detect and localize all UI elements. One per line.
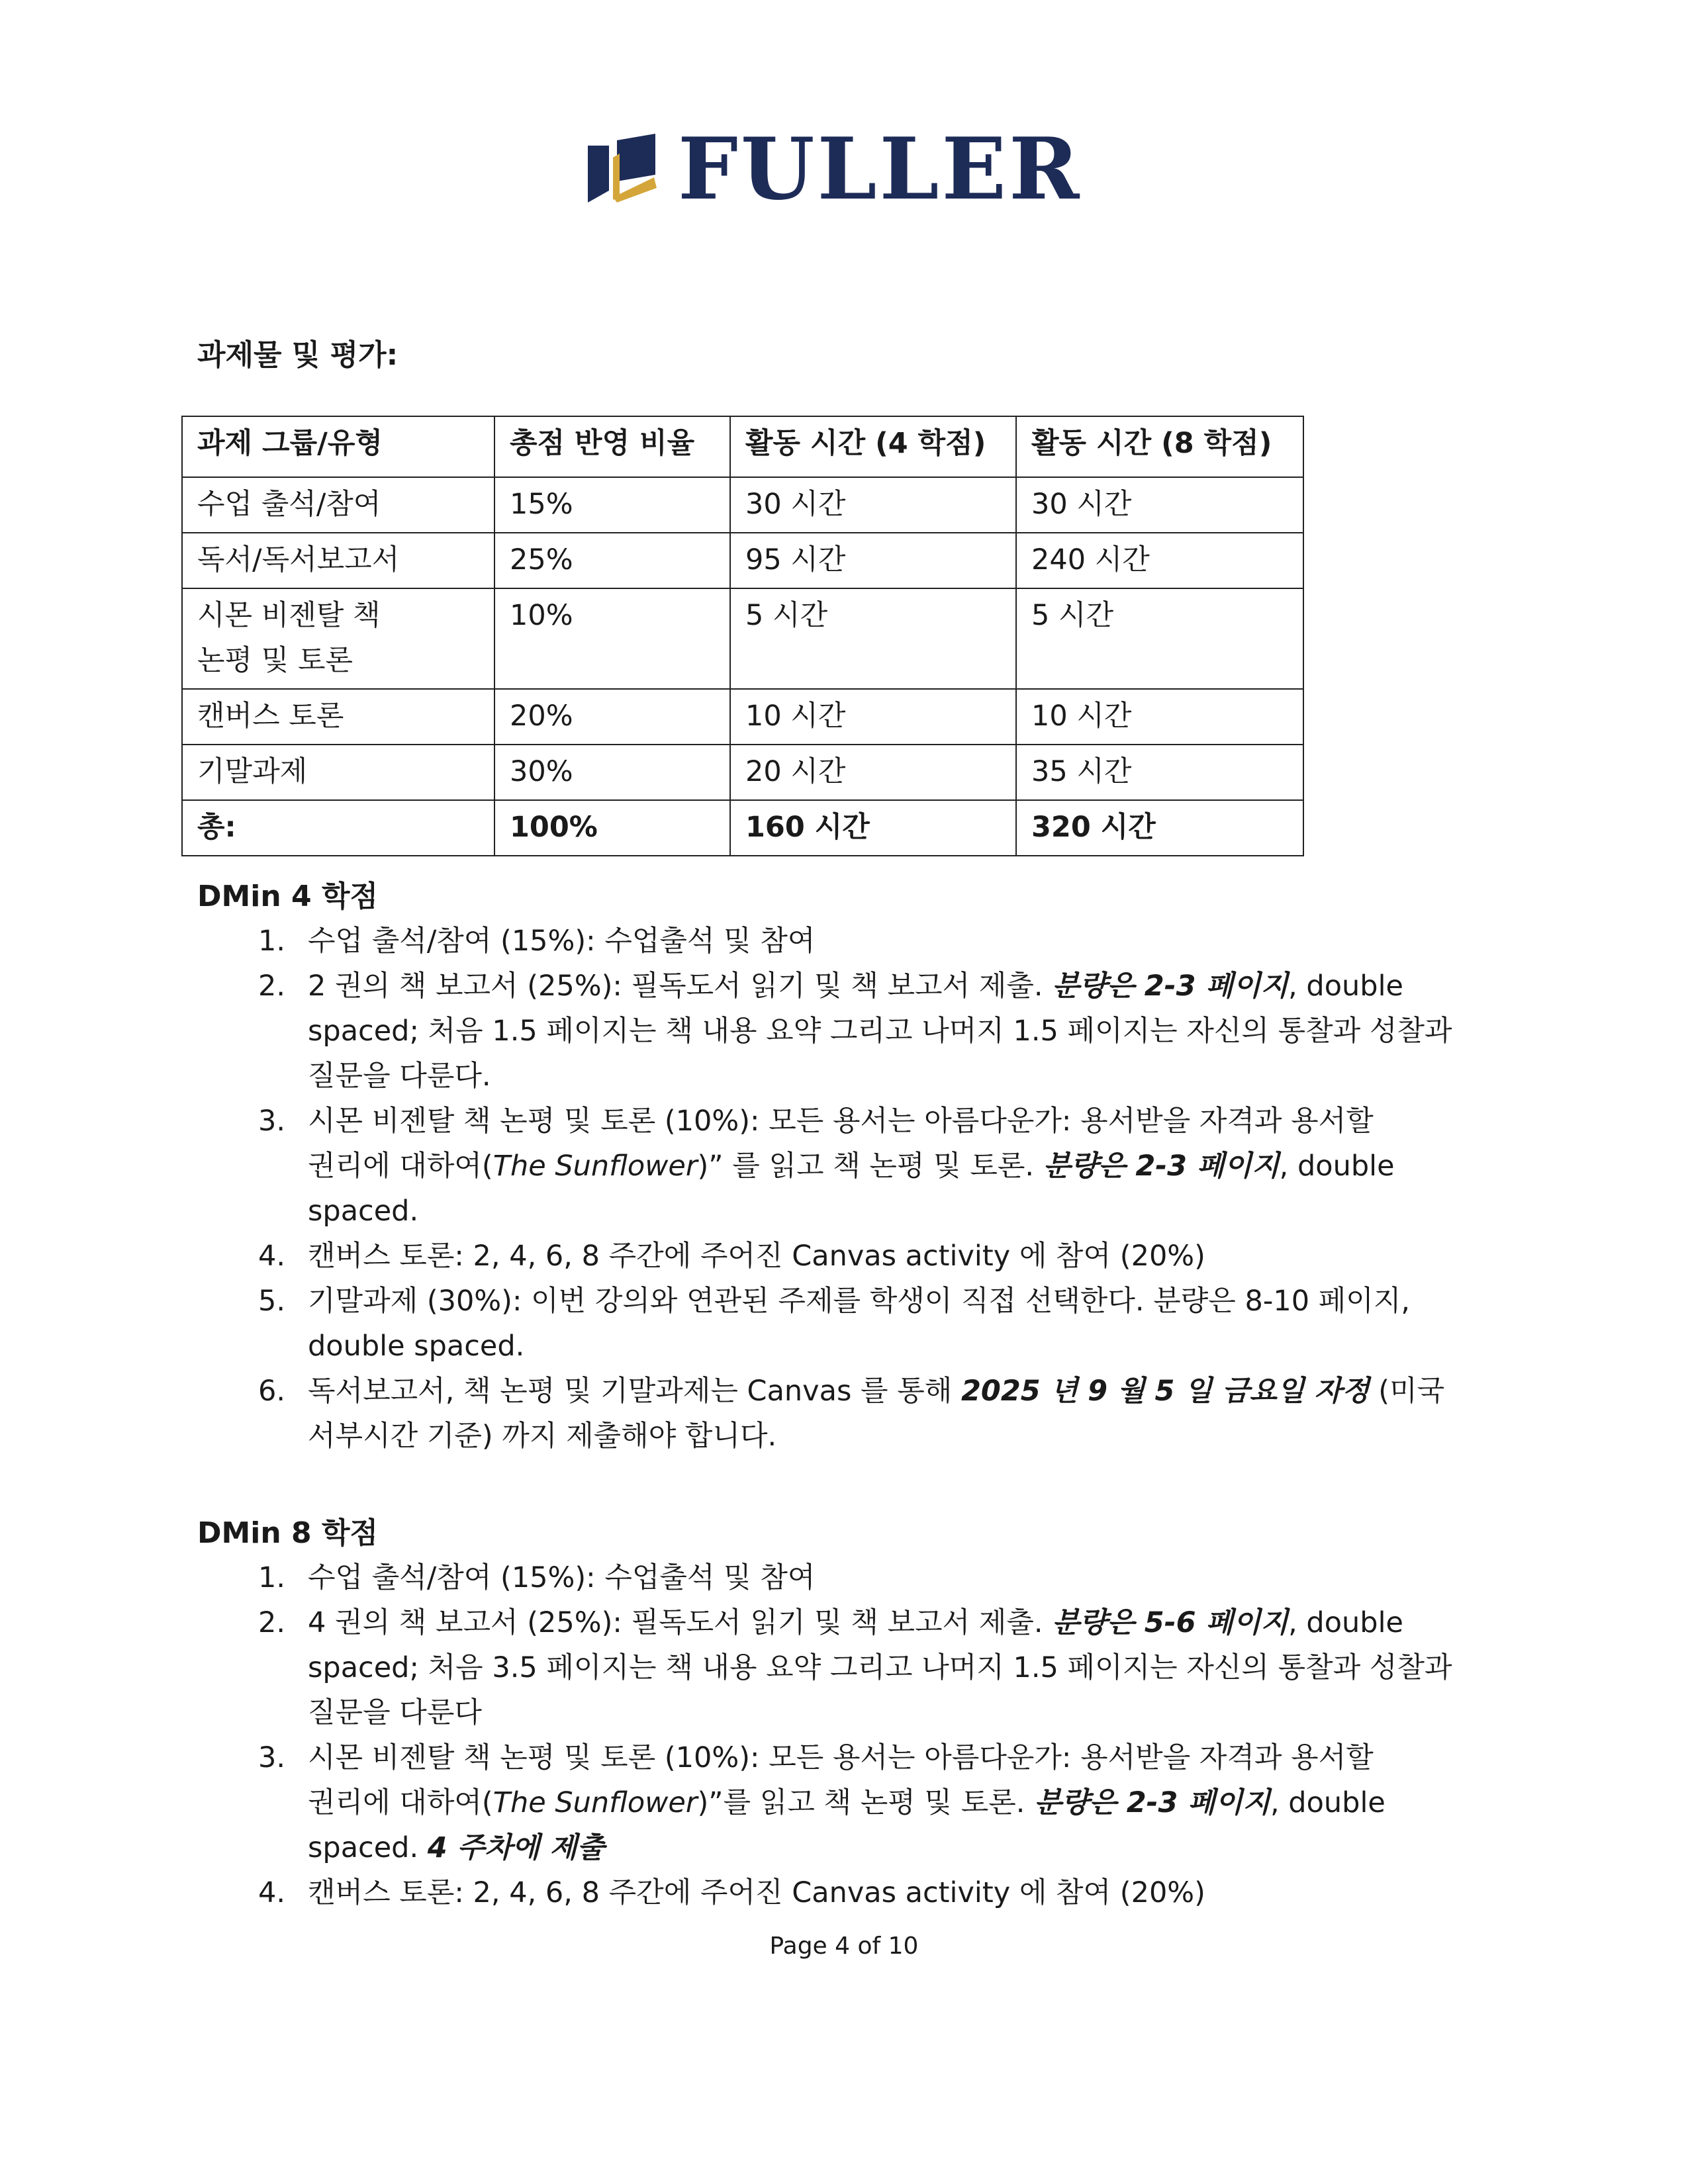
item-text: 캔버스 토론: 2, 4, 6, 8 주간에 주어진 Canvas activity 에 참여 (20%): [308, 1240, 1205, 1273]
item-number: 1.: [258, 925, 286, 958]
list-item: [0, 1279, 1489, 1369]
table-cell: 총:: [182, 800, 494, 856]
table-cell: 25%: [494, 533, 730, 588]
item-text: , double: [1279, 1150, 1395, 1183]
list-item: [0, 919, 1489, 964]
item-number: 1.: [258, 1561, 286, 1594]
deadline-emphasis: 2025 년 9 월 5 일 금요일 자정: [961, 1375, 1370, 1408]
header-cell: 총점 반영 비율: [494, 416, 730, 477]
item-emphasis: 분량은 2-3 페이지: [1052, 970, 1289, 1003]
table-cell: 5 시간: [730, 588, 1016, 689]
table-cell: 20%: [494, 689, 730, 745]
item-text: 시몬 비젠탈 책 논평 및 토론 (10%): 모든 용서는 아름다운가: 용서받을 자격과 용서할: [308, 1105, 1374, 1138]
item-text: , double: [1288, 1606, 1403, 1639]
item-text: 권리에 대하여(: [308, 1150, 493, 1183]
item-text: )” 를 읽고 책 논평 및 토론.: [697, 1150, 1043, 1183]
page-heading: 과제물 및 평가:: [197, 338, 399, 372]
item-text: )”를 읽고 책 논평 및 토론.: [697, 1786, 1035, 1819]
table-cell: 35 시간: [1016, 745, 1303, 800]
item-text: 질문을 다룬다: [308, 1696, 482, 1729]
table-cell: 10%: [494, 588, 730, 689]
item-number: 5.: [258, 1285, 286, 1318]
item-text: 서부시간 기준) 까지 제출해야 합니다.: [308, 1420, 777, 1453]
header-cell: 과제 그룹/유형: [182, 416, 494, 477]
table-cell: 240 시간: [1016, 533, 1303, 588]
item-text: 독서보고서, 책 논평 및 기말과제는 Canvas 를 통해: [308, 1375, 961, 1408]
table-cell: 100%: [494, 800, 730, 856]
header-cell: 활동 시간 (8 학점): [1016, 416, 1303, 477]
list-item: [0, 1099, 1489, 1234]
item-text: 기말과제 (30%): 이번 강의와 연관된 주제를 학생이 직접 선택한다. 분량은 8-10 페이지,: [308, 1285, 1411, 1318]
item-text: 2 권의 책 보고서 (25%): 필독도서 읽기 및 책 보고서 제출.: [308, 970, 1053, 1003]
book-title: The Sunflower: [492, 1150, 698, 1183]
item-number: 6.: [258, 1375, 286, 1408]
item-number: 3.: [258, 1741, 286, 1774]
table-cell: 320 시간: [1016, 800, 1303, 856]
deadline-emphasis: 4 주차에 제출: [427, 1831, 605, 1864]
table-row: [182, 533, 1303, 588]
cell-line: 시몬 비젠탈 책: [197, 599, 381, 632]
item-emphasis: 분량은 2-3 페이지: [1043, 1150, 1280, 1183]
cell-line: 논평 및 토론: [197, 644, 353, 677]
table-cell: 10 시간: [1016, 689, 1303, 745]
item-number: 4.: [258, 1876, 286, 1909]
item-text: spaced; 처음 1.5 페이지는 책 내용 요약 그리고 나머지 1.5 페이지는 자신의 통찰과 성찰과: [308, 1015, 1452, 1048]
item-text: 수업 출석/참여 (15%): 수업출석 및 참여: [308, 1561, 816, 1594]
table-cell: [182, 588, 494, 689]
table-cell: 기말과제: [182, 745, 494, 800]
list-item: [0, 1369, 1489, 1459]
item-number: 2.: [258, 1606, 286, 1639]
table-cell: 30 시간: [1016, 477, 1303, 533]
dmin4-list: [0, 919, 1489, 1459]
table-header-row: [182, 416, 1303, 477]
item-text: , double: [1288, 970, 1403, 1003]
fuller-logo: [583, 120, 1082, 219]
table-cell: 10 시간: [730, 689, 1016, 745]
page-number: Page 4 of 10: [769, 1933, 919, 1960]
table-row: [182, 745, 1303, 800]
dmin4-title: DMin 4 학점: [197, 880, 378, 913]
list-item: [0, 1735, 1489, 1870]
dmin8-list: [0, 1555, 1489, 1915]
table-cell: 독서/독서보고서: [182, 533, 494, 588]
item-text: 질문을 다룬다.: [308, 1060, 491, 1093]
item-text: , double: [1270, 1786, 1385, 1819]
table-row: [182, 588, 1303, 689]
header-cell: 활동 시간 (4 학점): [730, 416, 1016, 477]
list-item: [0, 1600, 1489, 1735]
table-cell: 15%: [494, 477, 730, 533]
table-cell: 30 시간: [730, 477, 1016, 533]
item-text: 캔버스 토론: 2, 4, 6, 8 주간에 주어진 Canvas activity 에 참여 (20%): [308, 1876, 1205, 1909]
table-cell: 20 시간: [730, 745, 1016, 800]
item-number: 3.: [258, 1105, 286, 1138]
fuller-book-icon: [583, 134, 661, 205]
list-item: [0, 1870, 1489, 1915]
table-cell: 95 시간: [730, 533, 1016, 588]
item-emphasis: 분량은 2-3 페이지: [1034, 1786, 1270, 1819]
item-text: spaced.: [308, 1195, 419, 1228]
table-row: [182, 477, 1303, 533]
item-number: 2.: [258, 970, 286, 1003]
item-text: spaced.: [308, 1831, 428, 1864]
list-item: [0, 1555, 1489, 1600]
table-row: [182, 689, 1303, 745]
list-item: [0, 1234, 1489, 1279]
table-cell: 캔버스 토론: [182, 689, 494, 745]
item-text: 권리에 대하여(: [308, 1786, 493, 1819]
list-item: [0, 964, 1489, 1099]
item-number: 4.: [258, 1240, 286, 1273]
table-cell: 160 시간: [730, 800, 1016, 856]
table-total-row: [182, 800, 1303, 856]
book-title: The Sunflower: [492, 1786, 698, 1819]
item-emphasis: 분량은 5-6 페이지: [1052, 1606, 1289, 1639]
table-cell: 5 시간: [1016, 588, 1303, 689]
item-text: 4 권의 책 보고서 (25%): 필독도서 읽기 및 책 보고서 제출.: [308, 1606, 1053, 1639]
item-text: (미국: [1369, 1375, 1445, 1408]
item-text: spaced; 처음 3.5 페이지는 책 내용 요약 그리고 나머지 1.5 페이지는 자신의 통찰과 성찰과: [308, 1651, 1452, 1684]
item-text: 수업 출석/참여 (15%): 수업출석 및 참여: [308, 925, 816, 958]
logo-wordmark: FULLER: [678, 120, 1082, 219]
dmin8-title: DMin 8 학점: [197, 1516, 378, 1550]
item-text: double spaced.: [308, 1330, 525, 1363]
item-text: 시몬 비젠탈 책 논평 및 토론 (10%): 모든 용서는 아름다운가: 용서받을 자격과 용서할: [308, 1741, 1374, 1774]
table-cell: 30%: [494, 745, 730, 800]
grades-table: [181, 416, 1304, 856]
table-cell: 수업 출석/참여: [182, 477, 494, 533]
